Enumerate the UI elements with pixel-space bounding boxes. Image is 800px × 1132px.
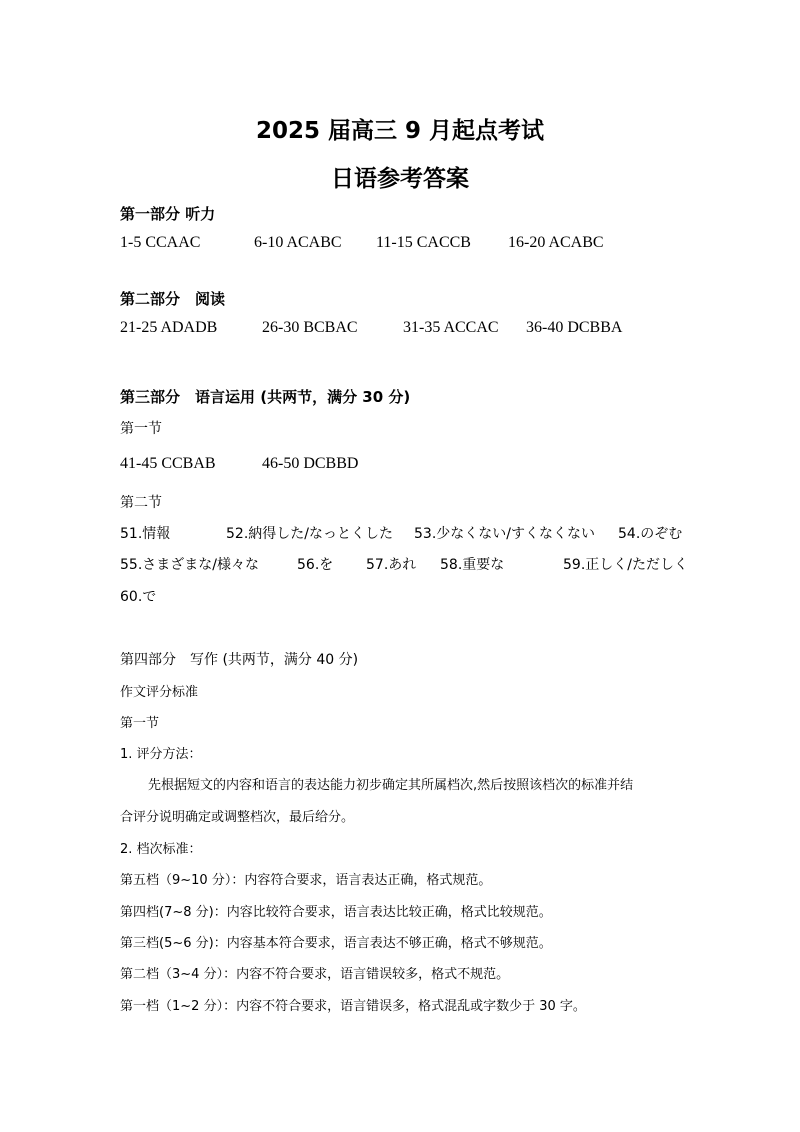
section-label: 第一节 (120, 716, 160, 731)
answer-group: 16-20 ACABC (508, 234, 604, 251)
section-label: 第一节 (120, 421, 162, 437)
method-text: 先根据短文的内容和语言的表达能力初步确定其所属档次,然后按照该档次的标准并结 (148, 778, 634, 793)
section-label: 第二节 (120, 495, 162, 511)
answer-group: 46-50 DCBBD (262, 455, 359, 472)
answer-item: 56.を (297, 557, 334, 573)
grade-line: 第二档（3~4 分）：内容不符合要求，语言错误较多，格式不规范。 (120, 967, 510, 982)
criteria-title: 作文评分标准 (120, 685, 199, 700)
answer-item: 52.納得した/なっとくした (226, 526, 393, 542)
answer-item: 51.情報 (120, 526, 171, 542)
answer-group: 11-15 CACCB (376, 234, 471, 251)
grade-line: 第一档（1~2 分）：内容不符合要求，语言错误多，格式混乱或字数少于 30 字。 (120, 999, 586, 1014)
part1-heading: 第一部分 听力 (120, 205, 216, 223)
grades-label: 2. 档次标准： (120, 842, 202, 857)
grade-line: 第五档（9~10 分）：内容符合要求，语言表达正确，格式规范。 (120, 873, 492, 888)
answer-group: 31-35 ACCAC (403, 319, 499, 336)
answer-item: 58.重要な (440, 557, 505, 573)
method-text: 合评分说明确定或调整档次，最后给分。 (120, 810, 355, 825)
answer-item: 54.のぞむ (618, 526, 683, 542)
part3-heading: 第三部分 语言运用 (共两节，满分 30 分) (120, 388, 411, 406)
grade-line: 第三档(5~6 分)：内容基本符合要求，语言表达不够正确，格式不够规范。 (120, 936, 552, 951)
answer-group: 21-25 ADADB (120, 319, 218, 336)
answer-item: 55.さまざまな/様々な (120, 557, 259, 573)
answer-group: 41-45 CCBAB (120, 455, 216, 472)
page-title: 2025 届高三 9 月起点考试 (255, 118, 545, 144)
answer-item: 53.少なくない/すくなくない (414, 526, 595, 542)
answer-group: 6-10 ACABC (254, 234, 342, 251)
answer-item: 59.正しく/ただしく (563, 557, 688, 573)
part2-heading: 第二部分 阅读 (120, 290, 226, 308)
page-subtitle: 日语参考答案 (331, 166, 469, 192)
part4-heading: 第四部分 写作 (共两节，满分 40 分) (120, 652, 359, 668)
answer-item: 60.で (120, 589, 157, 605)
method-label: 1. 评分方法： (120, 747, 202, 762)
answer-group: 36-40 DCBBA (526, 319, 623, 336)
grade-line: 第四档(7~8 分)：内容比较符合要求，语言表达比较正确，格式比较规范。 (120, 905, 552, 920)
answer-group: 26-30 BCBAC (262, 319, 358, 336)
answer-item: 57.あれ (366, 557, 417, 573)
answer-group: 1-5 CCAAC (120, 234, 201, 251)
